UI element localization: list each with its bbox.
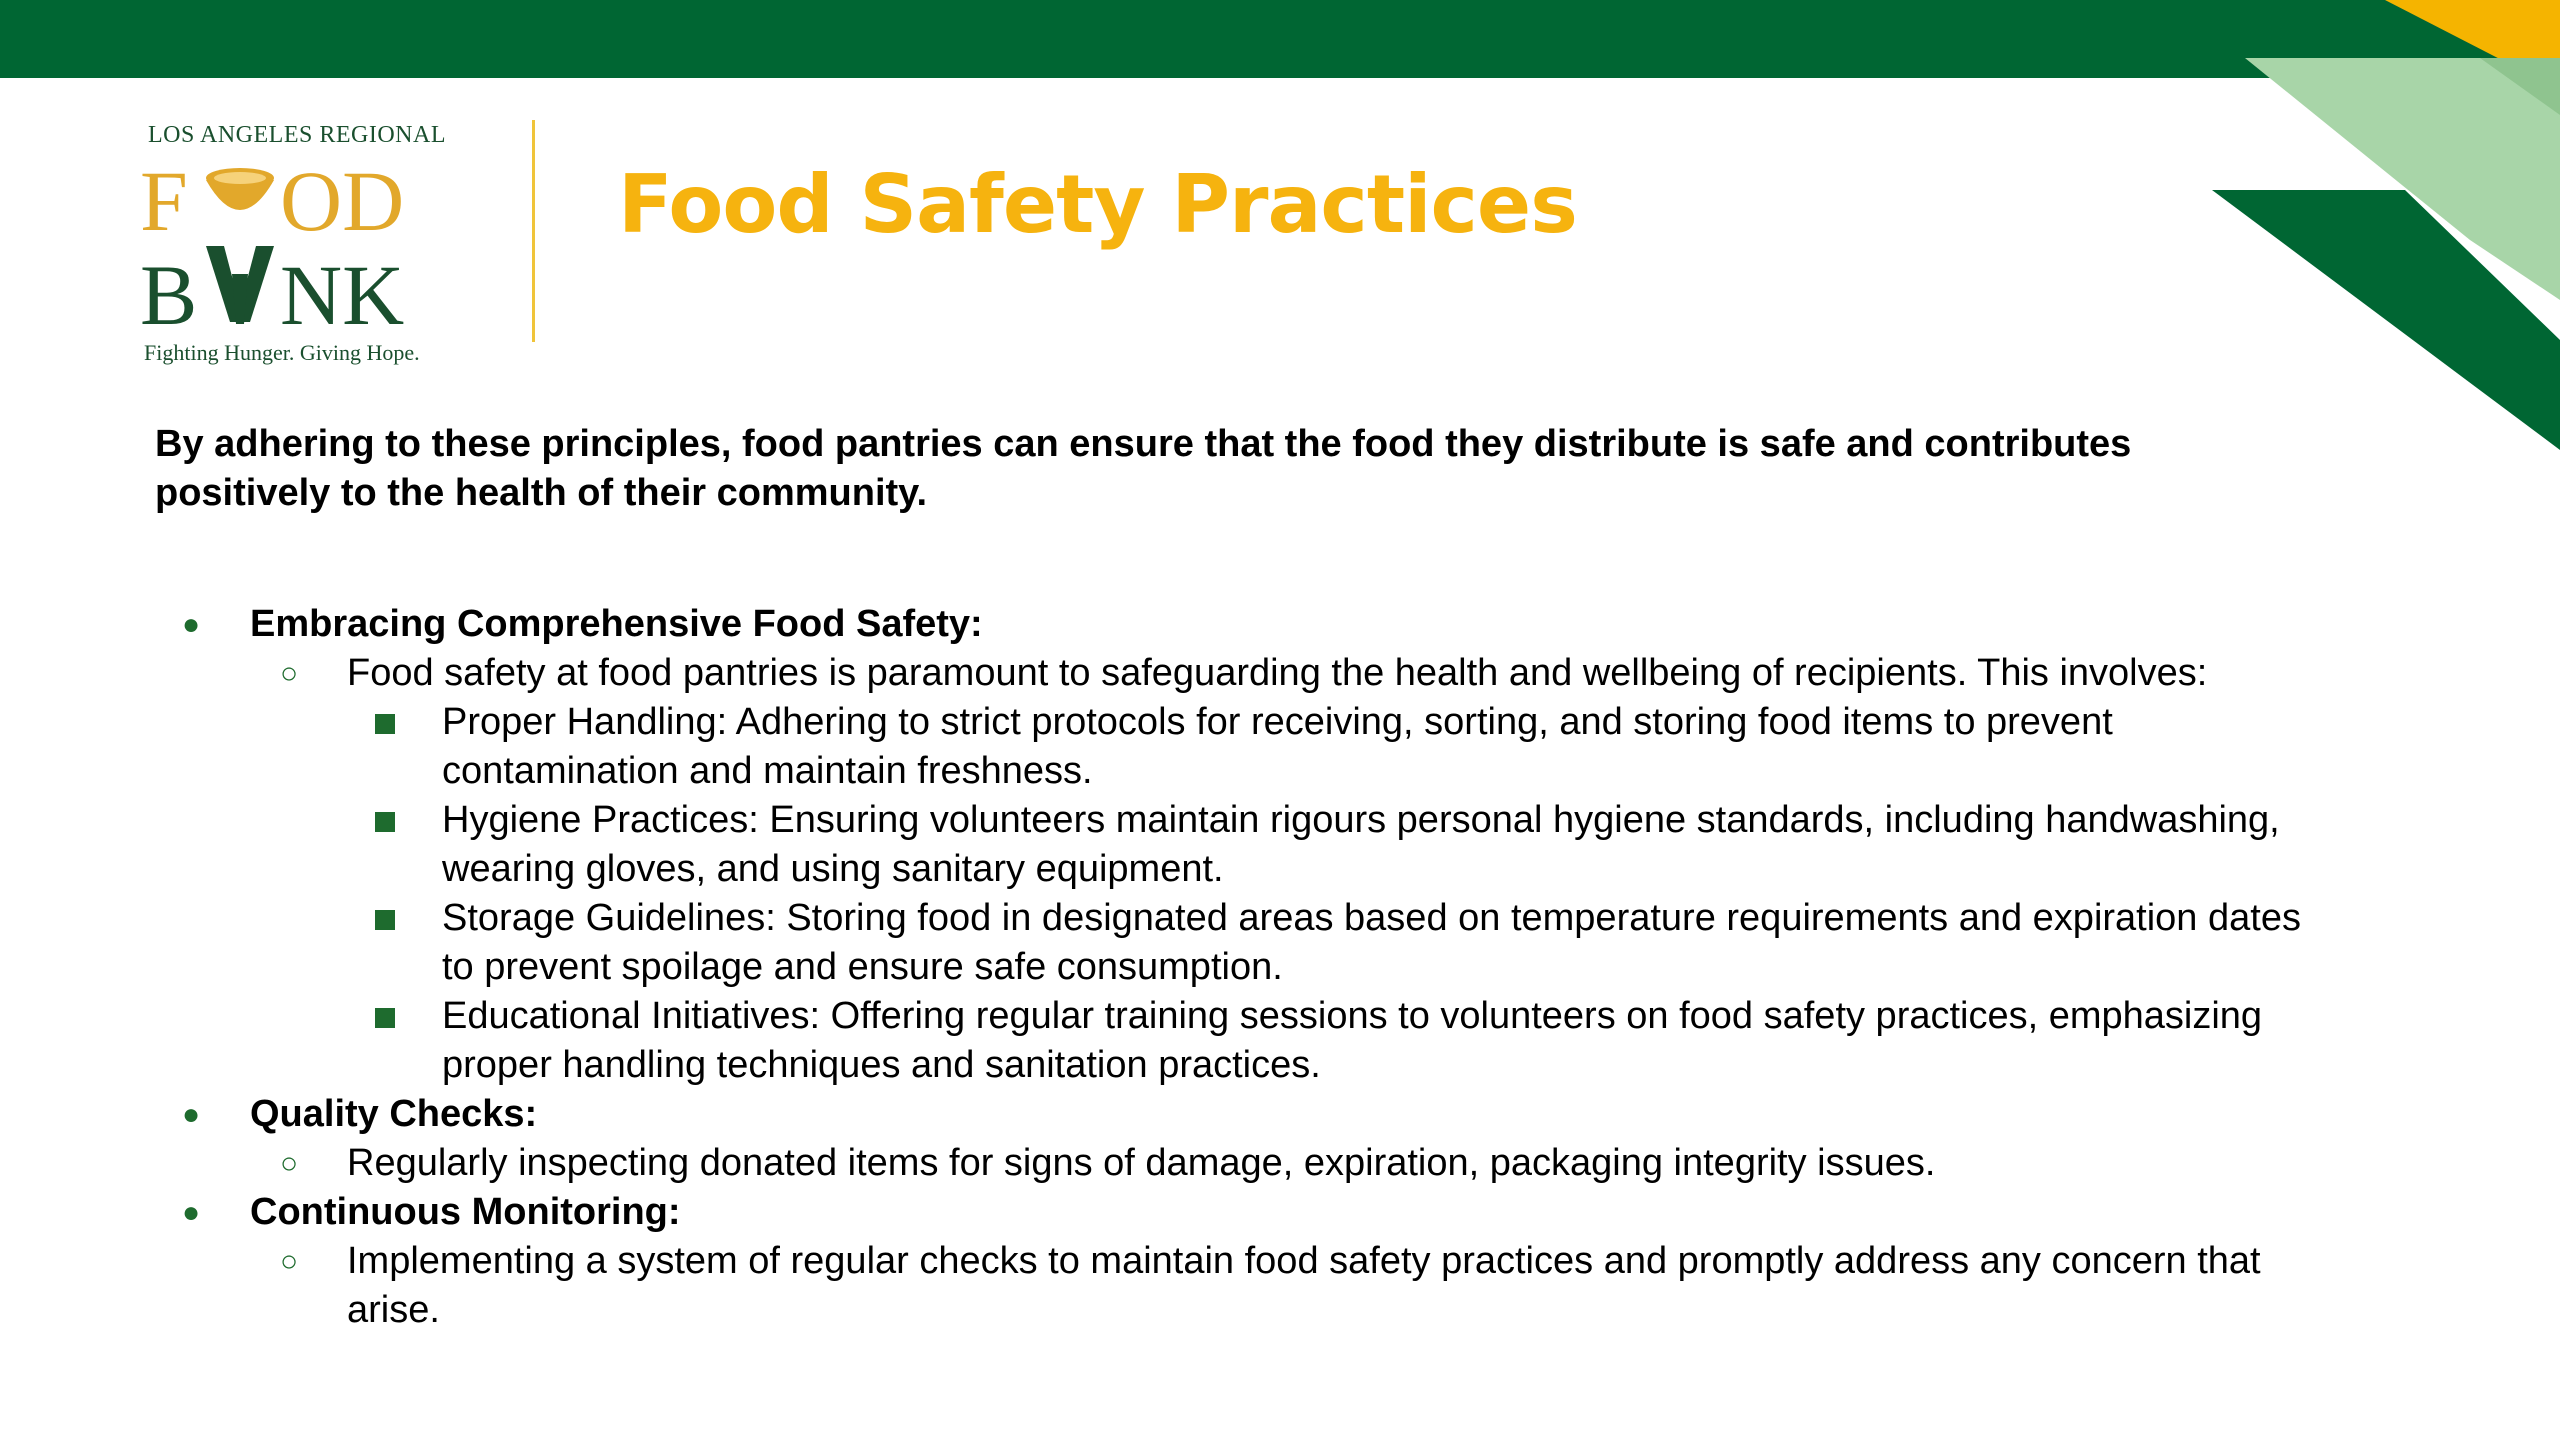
logo-letters-od: OD [280,154,405,249]
list-item: Hygiene Practices: Ensuring volunteers maintain rigours personal hygiene standards, including handwashing, wearing gloves, and using sanitary equipment. [0,796,2560,894]
logo-tagline: Fighting Hunger. Giving Hope. [144,340,420,365]
filled-circle-bullet-icon: ● [182,608,201,641]
bowl-icon [206,168,274,210]
list-item: Storage Guidelines: Storing food in designated areas based on temperature requirements and expiration dates to prevent spoilage and ensure safe consumption. [0,894,2560,992]
header-band [0,0,2560,78]
section-heading: ● Embracing Comprehensive Food Safety: [0,600,2560,649]
corner-light-green-band [2245,58,2560,300]
list-item: Educational Initiatives: Offering regular training sessions to volunteers on food safety practices, emphasizing proper handling techniques and sanitation practices. [0,992,2560,1090]
logo-letter-f: F [140,154,188,249]
logo-top-line: LOS ANGELES REGIONAL [148,122,446,148]
filled-circle-bullet-icon: ● [182,1098,201,1131]
section-heading: ● Continuous Monitoring: [0,1188,2560,1237]
slide-title: Food Safety Practices [618,158,1577,251]
corner-dark-green-band [2212,190,2560,450]
section-description: ○ Food safety at food pantries is paramount to safeguarding the health and wellbeing of recipients. This involves: [0,649,2560,698]
logo-wordmark [140,154,470,334]
filled-square-bullet-icon [375,910,395,930]
header-divider [532,120,535,342]
hollow-circle-bullet-icon: ○ [280,1147,299,1180]
logo-letter-b: B [140,247,198,334]
bullet-list [0,600,2560,1335]
section-description: ○ Regularly inspecting donated items for signs of damage, expiration, packaging integrity issues. [0,1139,2560,1188]
section-heading: ● Quality Checks: [0,1090,2560,1139]
intro-paragraph: By adhering to these principles, food pantries can ensure that the food they distribute is safe and contributes positively to the health of their community. [155,423,2132,514]
hollow-circle-bullet-icon: ○ [280,657,299,690]
filled-square-bullet-icon [375,812,395,832]
hollow-circle-bullet-icon: ○ [280,1245,299,1278]
list-item: Proper Handling: Adhering to strict protocols for receiving, sorting, and storing food items to prevent contamination and maintain freshness. [0,698,2560,796]
person-icon [206,246,274,324]
filled-circle-bullet-icon: ● [182,1196,201,1229]
filled-square-bullet-icon [375,714,395,734]
food-bank-logo [140,118,470,378]
section-description: ○ Implementing a system of regular checks to maintain food safety practices and promptly address any concern that arise. [0,1237,2560,1335]
logo-letters-nk: NK [280,247,405,334]
filled-square-bullet-icon [375,1008,395,1028]
